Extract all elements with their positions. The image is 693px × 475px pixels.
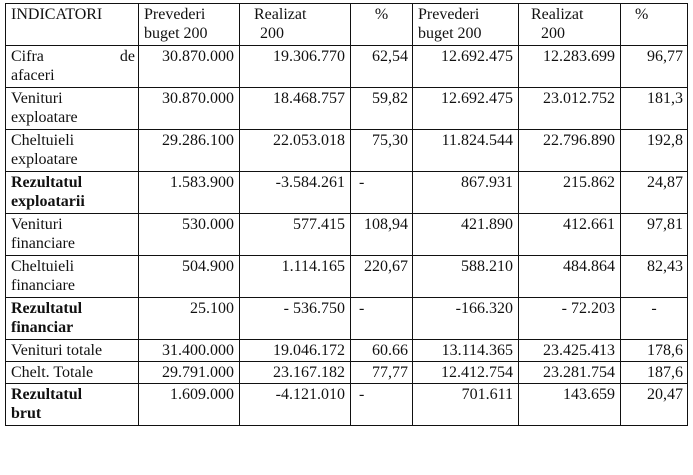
table-row xyxy=(6,46,688,88)
row-label-line2: financiare xyxy=(11,277,75,294)
header-prevederi-2-line1: Prevederi xyxy=(418,6,480,23)
realizat-2-cell: 23.425.413 xyxy=(519,340,621,362)
realizat-1-cell: -4.121.010 xyxy=(240,384,351,426)
pct-2-cell: - xyxy=(621,298,688,340)
pct-2-cell: 97,81 xyxy=(621,214,688,256)
prevederi-1-cell: 530.000 xyxy=(139,214,240,256)
header-realizat-2-line2: 200 xyxy=(541,25,565,42)
table-row xyxy=(6,362,688,384)
row-label xyxy=(6,384,139,426)
pct-1-cell: 108,94 xyxy=(351,214,413,256)
row-label-line1 xyxy=(11,47,135,66)
prevederi-2-cell: 12.412.754 xyxy=(413,362,519,384)
prevederi-1-cell: 29.791.000 xyxy=(139,362,240,384)
realizat-1-cell: 18.468.757 xyxy=(240,88,351,130)
row-label-line1: Rezultatul xyxy=(11,386,83,403)
header-realizat-2 xyxy=(519,4,621,46)
row-label-line2: financiare xyxy=(11,235,75,252)
realizat-1-cell: - 536.750 xyxy=(240,298,351,340)
row-label xyxy=(6,214,139,256)
header-realizat-1 xyxy=(240,4,351,46)
realizat-1-cell: 19.046.172 xyxy=(240,340,351,362)
prevederi-2-cell: 12.692.475 xyxy=(413,88,519,130)
prevederi-1-cell: 31.400.000 xyxy=(139,340,240,362)
header-pct-1: % xyxy=(351,4,413,46)
row-label-line1: Cheltuieli xyxy=(11,132,75,149)
header-prevederi-2-line2: buget 200 xyxy=(418,25,482,42)
realizat-1-cell: 1.114.165 xyxy=(240,256,351,298)
pct-1-cell: 59,82 xyxy=(351,88,413,130)
row-label-line2: financiar xyxy=(11,319,74,336)
pct-1-cell: 220,67 xyxy=(351,256,413,298)
header-indicatori: INDICATORI xyxy=(6,4,139,46)
prevederi-1-cell: 504.900 xyxy=(139,256,240,298)
realizat-2-cell: 12.283.699 xyxy=(519,46,621,88)
row-label-word: de xyxy=(119,48,135,65)
row-label-line2: afaceri xyxy=(11,67,55,84)
realizat-2-cell: - 72.203 xyxy=(519,298,621,340)
indicators-table xyxy=(5,3,688,426)
pct-1-cell: 62,54 xyxy=(351,46,413,88)
pct-1-cell: 77,77 xyxy=(351,362,413,384)
realizat-2-cell: 215.862 xyxy=(519,172,621,214)
header-realizat-1-line1: Realizat xyxy=(254,6,307,23)
header-row xyxy=(6,4,688,46)
header-pct-2: % xyxy=(621,4,688,46)
prevederi-2-cell: 421.890 xyxy=(413,214,519,256)
row-label xyxy=(6,362,139,384)
realizat-1-cell: 577.415 xyxy=(240,214,351,256)
prevederi-1-cell: 25.100 xyxy=(139,298,240,340)
pct-1-cell: 75,30 xyxy=(351,130,413,172)
prevederi-2-cell: 13.114.365 xyxy=(413,340,519,362)
table-row xyxy=(6,298,688,340)
table-row xyxy=(6,340,688,362)
table-row xyxy=(6,384,688,426)
row-label-line1: Chelt. Totale xyxy=(11,364,94,381)
pct-1-cell: 60.66 xyxy=(351,340,413,362)
prevederi-1-cell: 30.870.000 xyxy=(139,46,240,88)
pct-2-cell: 96,77 xyxy=(621,46,688,88)
realizat-2-cell: 23.012.752 xyxy=(519,88,621,130)
table-row xyxy=(6,256,688,298)
row-label xyxy=(6,88,139,130)
pct-2-cell: 187,6 xyxy=(621,362,688,384)
row-label-word: Cifra xyxy=(11,48,44,65)
row-label-line2: brut xyxy=(11,405,42,422)
row-label-line1: Venituri xyxy=(11,216,63,233)
realizat-1-cell: 22.053.018 xyxy=(240,130,351,172)
table-body xyxy=(6,46,688,426)
prevederi-1-cell: 29.286.100 xyxy=(139,130,240,172)
prevederi-1-cell: 30.870.000 xyxy=(139,88,240,130)
row-label-line2: exploatarii xyxy=(11,193,85,210)
realizat-2-cell: 23.281.754 xyxy=(519,362,621,384)
pct-2-cell: 20,47 xyxy=(621,384,688,426)
row-label-line2: exploatare xyxy=(11,151,78,168)
row-label xyxy=(6,256,139,298)
prevederi-2-cell: 701.611 xyxy=(413,384,519,426)
table-row xyxy=(6,172,688,214)
prevederi-2-cell: 867.931 xyxy=(413,172,519,214)
realizat-1-cell: 19.306.770 xyxy=(240,46,351,88)
realizat-1-cell: 23.167.182 xyxy=(240,362,351,384)
prevederi-2-cell: 11.824.544 xyxy=(413,130,519,172)
header-prevederi-1-line1: Prevederi xyxy=(144,6,206,23)
pct-2-cell: 24,87 xyxy=(621,172,688,214)
row-label-line2: exploatare xyxy=(11,109,78,126)
prevederi-2-cell: 12.692.475 xyxy=(413,46,519,88)
prevederi-1-cell: 1.583.900 xyxy=(139,172,240,214)
row-label-line1: Rezultatul xyxy=(11,300,83,317)
prevederi-2-cell: -166.320 xyxy=(413,298,519,340)
pct-2-cell: 181,3 xyxy=(621,88,688,130)
prevederi-1-cell: 1.609.000 xyxy=(139,384,240,426)
row-label-line1: Cheltuieli xyxy=(11,258,75,275)
realizat-2-cell: 484.864 xyxy=(519,256,621,298)
pct-2-cell: 192,8 xyxy=(621,130,688,172)
row-label xyxy=(6,340,139,362)
header-prevederi-2 xyxy=(413,4,519,46)
realizat-2-cell: 412.661 xyxy=(519,214,621,256)
header-prevederi-1 xyxy=(139,4,240,46)
row-label xyxy=(6,46,139,88)
pct-1-cell: - xyxy=(351,298,413,340)
row-label xyxy=(6,298,139,340)
pct-2-cell: 82,43 xyxy=(621,256,688,298)
row-label xyxy=(6,130,139,172)
header-prevederi-1-line2: buget 200 xyxy=(144,25,208,42)
row-label xyxy=(6,172,139,214)
header-realizat-2-line1: Realizat xyxy=(531,6,584,23)
prevederi-2-cell: 588.210 xyxy=(413,256,519,298)
pct-2-cell: 178,6 xyxy=(621,340,688,362)
realizat-2-cell: 143.659 xyxy=(519,384,621,426)
realizat-1-cell: -3.584.261 xyxy=(240,172,351,214)
realizat-2-cell: 22.796.890 xyxy=(519,130,621,172)
row-label-line1: Rezultatul xyxy=(11,174,83,191)
table-row xyxy=(6,214,688,256)
table-row xyxy=(6,88,688,130)
row-label-line1: Venituri totale xyxy=(11,342,103,359)
row-label-line1: Venituri xyxy=(11,90,63,107)
pct-1-cell: - xyxy=(351,384,413,426)
pct-1-cell: - xyxy=(351,172,413,214)
header-realizat-1-line2: 200 xyxy=(260,25,284,42)
table-row xyxy=(6,130,688,172)
